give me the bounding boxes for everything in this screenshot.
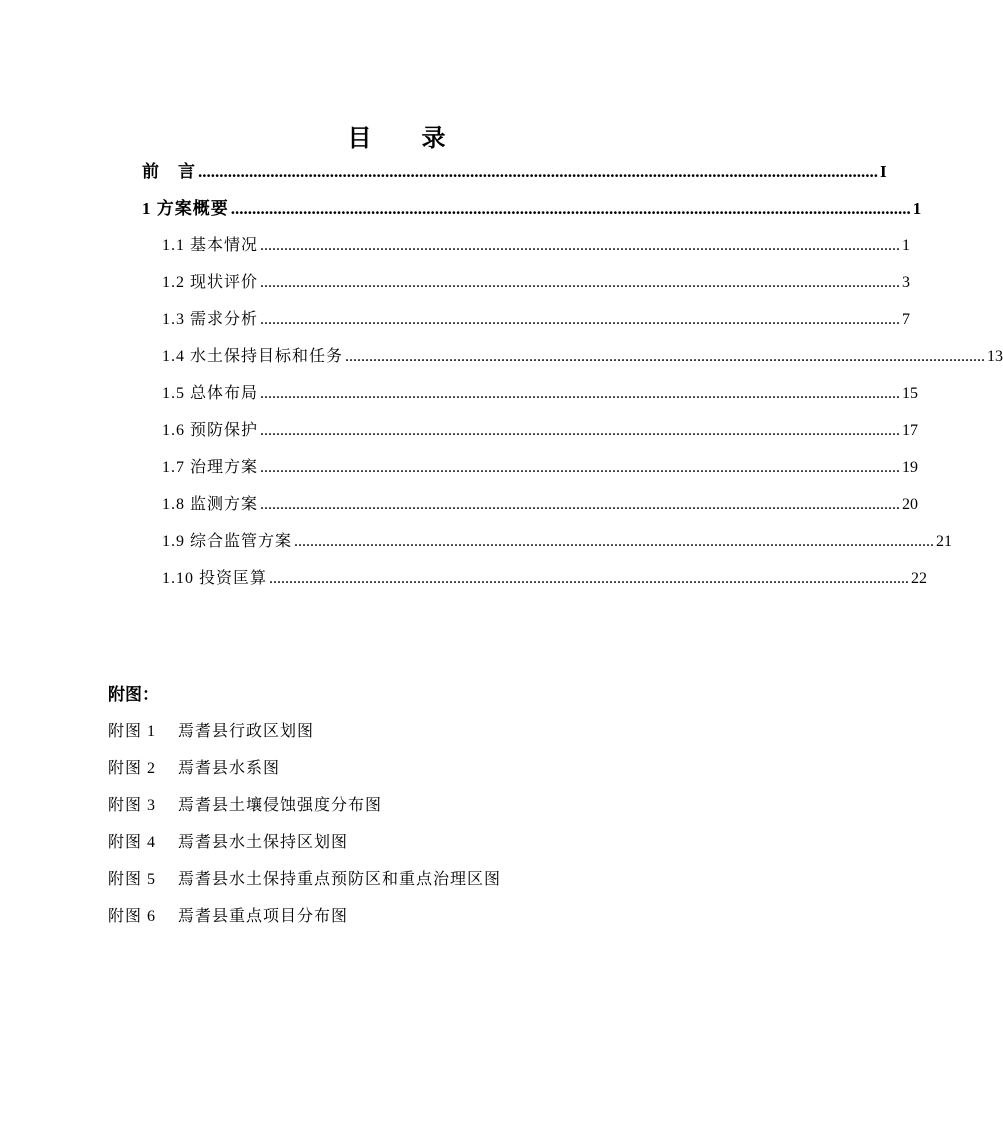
toc-entry-page: 21 <box>936 533 953 550</box>
toc-leader-dots: ................................................................................................................................................................ <box>260 237 901 254</box>
toc-leader-dots: ................................................................................................................................................................ <box>260 459 901 476</box>
toc-entry-page: 20 <box>902 496 919 513</box>
appendix-item <box>108 866 501 889</box>
toc-leader-dots: ................................................................................................................................................................ <box>269 570 910 587</box>
toc-entry-label: 1.9 综合监管方案 <box>162 533 293 550</box>
toc-entry-1-4[interactable] <box>162 345 1003 369</box>
toc-entry-page: 13 <box>987 348 1003 365</box>
toc-leader-dots: ................................................................................................................................................................ <box>260 422 901 439</box>
toc-entry-label: 1.7 治理方案 <box>162 459 259 476</box>
toc-entry-page: 15 <box>902 385 919 402</box>
toc-entry-label: 1.2 现状评价 <box>162 274 259 291</box>
toc-entry-1-2[interactable] <box>162 271 911 295</box>
toc-leader-dots: ................................................................................................................................................................ <box>294 533 935 550</box>
toc-entry-chapter-1[interactable] <box>142 197 922 221</box>
appendix-item-text: 焉耆县水土保持重点预防区和重点治理区图 <box>178 871 502 888</box>
toc-leader-dots: ................................................................................................................................................................ <box>260 385 901 402</box>
toc-leader-dots: ................................................................................................................................................................ <box>260 311 901 328</box>
appendix-item-number: 附图 1 <box>108 723 157 740</box>
appendix-item-text: 焉耆县水土保持区划图 <box>178 834 349 851</box>
toc-entry-label: 前 言 <box>142 162 196 181</box>
appendix-item-text: 焉耆县土壤侵蚀强度分布图 <box>178 797 383 814</box>
toc-entry-page: 3 <box>902 274 911 291</box>
toc-entry-label: 1.10 投资匡算 <box>162 570 268 587</box>
toc-entry-label: 1.3 需求分析 <box>162 311 259 328</box>
toc-entry-label: 1.4 水土保持目标和任务 <box>162 348 344 365</box>
toc-entry-label: 1.1 基本情况 <box>162 237 259 254</box>
toc-entry-page: 1 <box>902 237 911 254</box>
toc-entry-1-9[interactable] <box>162 530 953 554</box>
appendix-item <box>108 718 314 741</box>
toc-entry-page: 1 <box>912 199 922 218</box>
appendix-title: 附图： <box>108 685 159 704</box>
appendix-item <box>108 829 348 852</box>
toc-entry-label: 1.5 总体布局 <box>162 385 259 402</box>
toc-entry-1-6[interactable] <box>162 419 919 443</box>
toc-entry-page: 19 <box>902 459 919 476</box>
toc-entry-page: 7 <box>902 311 911 328</box>
toc-entry-1-7[interactable] <box>162 456 919 480</box>
toc-entry-1-5[interactable] <box>162 382 919 406</box>
toc-leader-dots: ................................................................................................................................................................ <box>260 274 901 291</box>
appendix-item-number: 附图 6 <box>108 908 157 925</box>
toc-leader-dots: ................................................................................................................................................................ <box>230 199 911 218</box>
appendix-item <box>108 755 280 778</box>
toc-entry-preface[interactable] <box>142 160 887 184</box>
toc-entry-page: 17 <box>902 422 919 439</box>
toc-entry-label: 1.6 预防保护 <box>162 422 259 439</box>
appendix-item <box>108 903 348 926</box>
appendix-item-number: 附图 3 <box>108 797 157 814</box>
toc-entry-1-10[interactable] <box>162 567 928 591</box>
toc-entry-1-1[interactable] <box>162 234 911 258</box>
toc-entry-1-3[interactable] <box>162 308 911 332</box>
toc-entry-page: 22 <box>911 570 928 587</box>
toc-entry-label: 1 方案概要 <box>142 199 229 218</box>
toc-leader-dots: ................................................................................................................................................................ <box>260 496 901 513</box>
appendix-item-text: 焉耆县水系图 <box>178 760 281 777</box>
appendix-item-number: 附图 2 <box>108 760 157 777</box>
toc-entry-label: 1.8 监测方案 <box>162 496 259 513</box>
toc-entry-1-8[interactable] <box>162 493 919 517</box>
appendix-item-text: 焉耆县行政区划图 <box>178 723 315 740</box>
appendix-item <box>108 792 382 815</box>
toc-leader-dots: ................................................................................................................................................................ <box>345 348 986 365</box>
toc-entry-page: I <box>880 162 887 181</box>
appendix-item-number: 附图 4 <box>108 834 157 851</box>
page-title: 目 录 <box>347 126 468 152</box>
appendix-item-number: 附图 5 <box>108 871 157 888</box>
appendix-item-text: 焉耆县重点项目分布图 <box>178 908 349 925</box>
toc-leader-dots: ................................................................................................................................................................ <box>198 162 878 181</box>
